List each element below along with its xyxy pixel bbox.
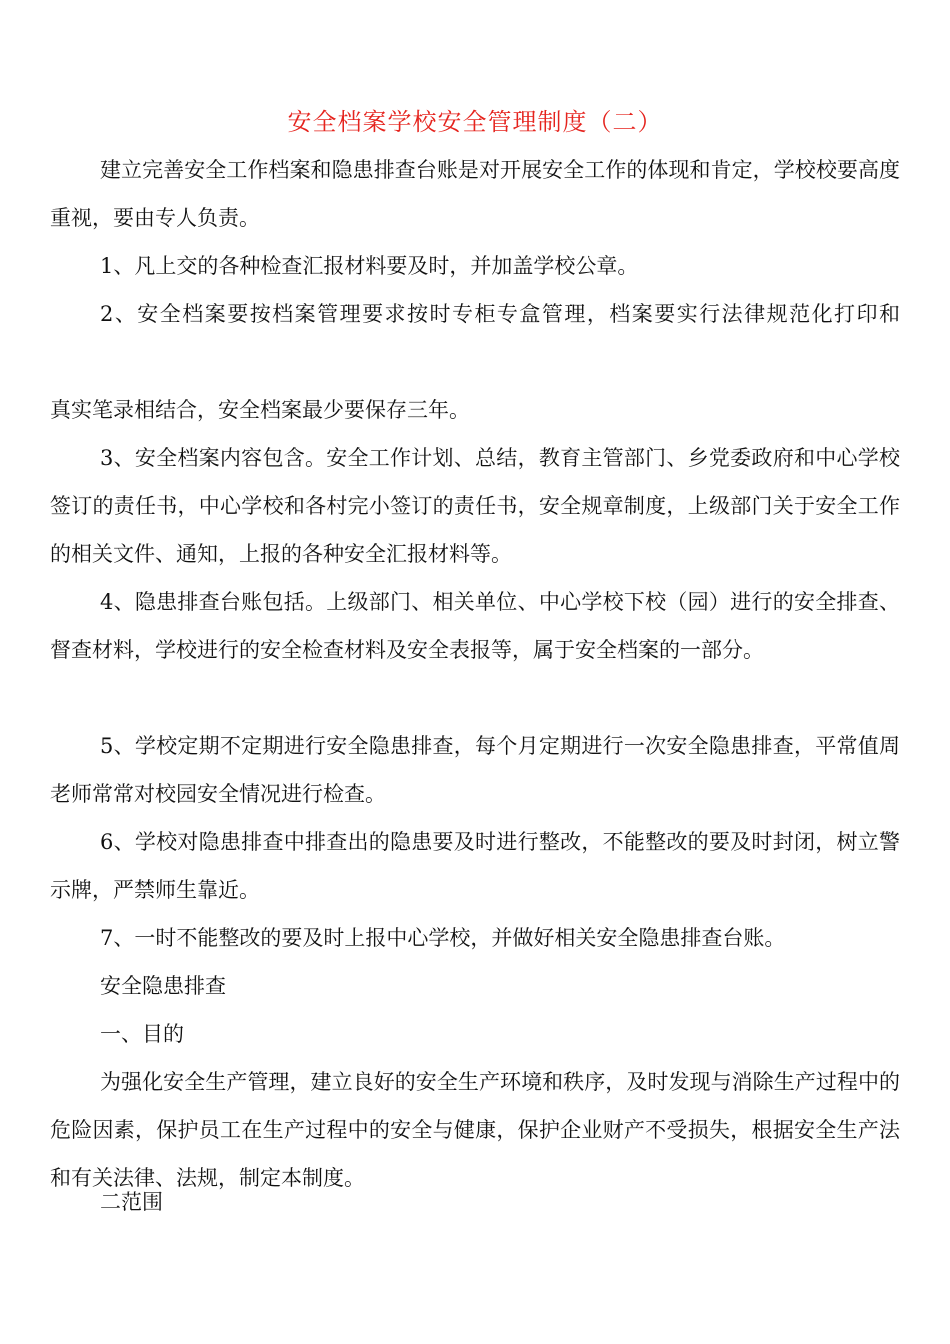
paragraph-item-7: 7、一时不能整改的要及时上报中心学校，并做好相关安全隐患排查台账。 bbox=[100, 926, 786, 950]
section-heading-scope: 二范围 bbox=[100, 1190, 163, 1214]
paragraph-item-6: 6、学校对隐患排查中排查出的隐患要及时进行整改，不能整改的要及时封闭，树立警示牌，严禁师生靠近。 bbox=[50, 830, 900, 902]
section-heading-hazard-check: 安全隐患排查 bbox=[100, 974, 226, 998]
paragraph-item-5: 5、学校定期不定期进行安全隐患排查，每个月定期进行一次安全隐患排查，平常值周老师常常对校园安全情况进行检查。 bbox=[50, 734, 900, 806]
paragraph-purpose: 为强化安全生产管理，建立良好的安全生产环境和秩序，及时发现与消除生产过程中的危险因素，保护员工在生产过程中的安全与健康，保护企业财产不受损失，根据安全生产法和有关法律、法规，制定本制度。 bbox=[50, 1070, 900, 1190]
paragraph-item-2: 2、安全档案要按档案管理要求按时专柜专盒管理，档案要实行法律规范化打印和 bbox=[100, 302, 900, 326]
document-title: 安全档案学校安全管理制度（二） bbox=[287, 108, 663, 136]
paragraph-item-3: 3、安全档案内容包含。安全工作计划、总结，教育主管部门、乡党委政府和中心学校签订的责任书，中心学校和各村完小签订的责任书，安全规章制度，上级部门关于安全工作的相关文件、通知，上报的各种安全汇报材料等。 bbox=[50, 446, 900, 566]
paragraph-item-4: 4、隐患排查台账包括。上级部门、相关单位、中心学校下校（园）进行的安全排查、督查材料，学校进行的安全检查材料及安全表报等，属于安全档案的一部分。 bbox=[50, 590, 900, 662]
section-heading-purpose: 一、目的 bbox=[100, 1022, 184, 1046]
paragraph-item-1: 1、凡上交的各种检查汇报材料要及时，并加盖学校公章。 bbox=[100, 254, 639, 278]
paragraph-intro: 建立完善安全工作档案和隐患排查台账是对开展安全工作的体现和肯定，学校校要高度重视，要由专人负责。 bbox=[50, 158, 900, 230]
paragraph-item-2-continued: 真实笔录相结合，安全档案最少要保存三年。 bbox=[50, 398, 470, 422]
